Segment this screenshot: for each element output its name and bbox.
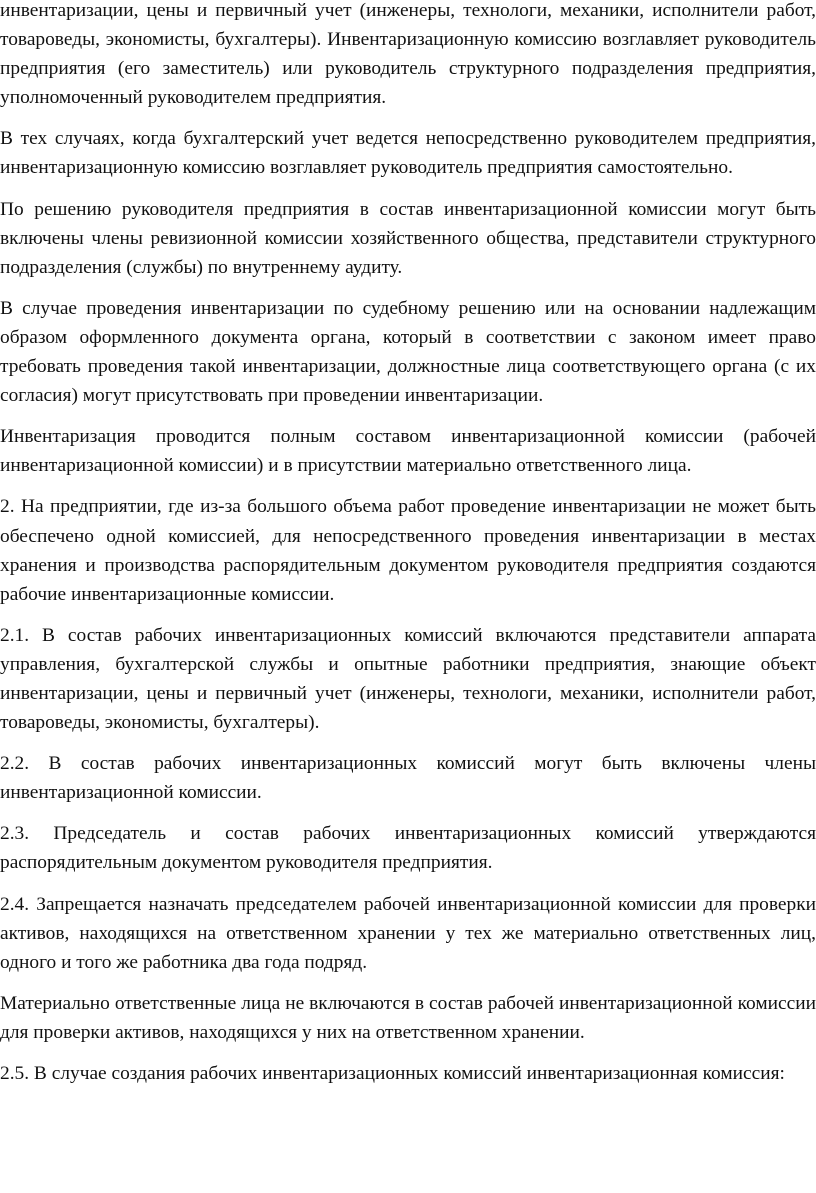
paragraph-6: 2. На предприятии, где из-за большого объема работ проведение инвентаризации не может быть обеспечено одной комиссией, для непосредственного проведения инвентаризации в местах хранения и производства распорядительным документом руководителя предприятия создаются рабочие инвентаризационные комиссии. bbox=[0, 496, 816, 605]
paragraph-9: 2.3. Председатель и состав рабочих инвентаризационных комиссий утверждаются распорядительным документом руководителя предприятия. bbox=[0, 823, 816, 874]
paragraph-4: В случае проведения инвентаризации по судебному решению или на основании надлежащим образом оформленного документа органа, который в соответствии с законом имеет право требовать проведения такой инвентаризации, должностные лица соответствующего органа (с их согласия) могут присутствовать при проведении инвентаризации. bbox=[0, 297, 816, 407]
paragraph-2: В тех случаях, когда бухгалтерский учет ведется непосредственно руководителем предприятия, инвентаризационную комиссию возглавляет руководитель предприятия самостоятельно. bbox=[0, 128, 816, 179]
paragraph-12: 2.5. В случае создания рабочих инвентаризационных комиссий инвентаризационная комиссия: bbox=[0, 1063, 785, 1084]
paragraph-11: Материально ответственные лица не включаются в состав рабочей инвентаризационной комиссии для проверки активов, находящихся у них на ответственном хранении. bbox=[0, 992, 816, 1043]
paragraph-1: инвентаризации, цены и первичный учет (инженеры, технологи, механики, исполнители работ, товароведы, экономисты, бухгалтеры). Инвентаризационную комиссию возглавляет руководитель предприятия (его заместитель) или руководитель структурного подразделения предприятия, уполномоченный руководителем предприятия. bbox=[0, 0, 816, 109]
paragraph-3: По решению руководителя предприятия в состав инвентаризационной комиссии могут быть включены члены ревизионной комиссии хозяйственного общества, представители структурного подразделения (службы) по внутреннему аудиту. bbox=[0, 198, 816, 278]
paragraph-8: 2.2. В состав рабочих инвентаризационных комиссий могут быть включены члены инвентаризационной комиссии. bbox=[0, 753, 816, 804]
paragraph-5: Инвентаризация проводится полным составом инвентаризационной комиссии (рабочей инвентаризационной комиссии) и в присутствии материально ответственного лица. bbox=[0, 426, 816, 477]
paragraph-10: 2.4. Запрещается назначать председателем рабочей инвентаризационной комиссии для проверки активов, находящихся на ответственном хранении у тех же материально ответственных лиц, одного и того же работника два года подряд. bbox=[0, 893, 816, 973]
paragraph-7: 2.1. В состав рабочих инвентаризационных комиссий включаются представители аппарата управления, бухгалтерской службы и опытные работники предприятия, знающие объект инвентаризации, цены и первичный учет (инженеры, технологи, механики, исполнители работ, товароведы, экономисты, бухгалтеры). bbox=[0, 624, 816, 734]
